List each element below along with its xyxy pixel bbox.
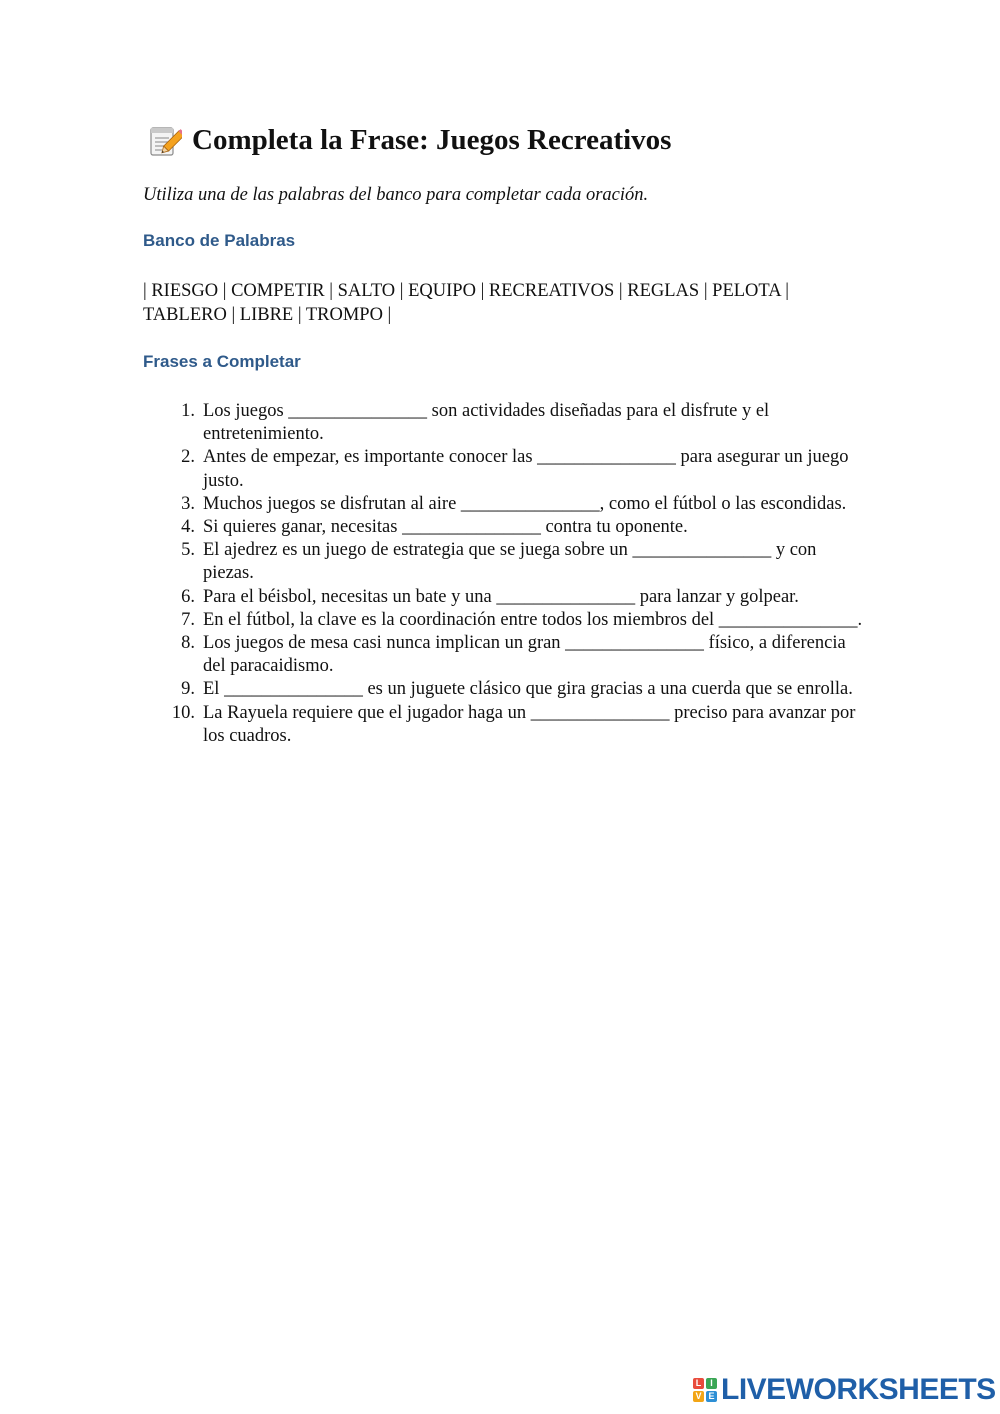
sentence-text: Muchos juegos se disfrutan al aire _______________, como el fútbol o las escondidas.: [203, 493, 847, 514]
list-item: [143, 609, 863, 632]
sentence-text: La Rayuela requiere que el jugador haga un _______________ preciso para avanzar por los cuadros.: [203, 702, 856, 746]
memo-pencil-icon: [148, 122, 182, 158]
item-number: 4.: [181, 517, 195, 538]
sentence-text: Para el béisbol, necesitas un bate y una _______________ para lanzar y golpear.: [203, 586, 799, 607]
item-number: 10.: [171, 702, 195, 723]
sentence-text: Antes de empezar, es importante conocer las _______________ para asegurar un juego justo.: [203, 447, 849, 491]
instructions: Utiliza una de las palabras del banco para completar cada oración.: [143, 185, 649, 205]
sentence-list: [143, 400, 863, 748]
brand-name: LIVEWORKSHEETS: [721, 1373, 996, 1406]
sentence-text: Los juegos _______________ son actividades diseñadas para el disfrute y el entretenimiento.: [203, 401, 770, 445]
item-number: 2.: [181, 447, 195, 468]
sentence-text: En el fútbol, la clave es la coordinación entre todos los miembros del _______________.: [203, 609, 863, 630]
word-bank-heading: Banco de Palabras: [143, 231, 296, 250]
liveworksheets-logo-icon: L I V E: [693, 1378, 717, 1402]
list-item: [143, 702, 863, 748]
item-number: 3.: [181, 493, 195, 514]
sentence-text: Los juegos de mesa casi nunca implican un gran _______________ físico, a diferencia del paracaidismo.: [203, 633, 846, 677]
list-item: [143, 539, 863, 585]
list-item: [143, 446, 863, 492]
list-item: [143, 400, 863, 446]
sentence-text: El _______________ es un juguete clásico que gira gracias a una cuerda que se enrolla.: [203, 679, 853, 700]
list-item: [143, 678, 863, 701]
item-number: 1.: [181, 401, 195, 421]
item-number: 7.: [181, 609, 195, 630]
list-item: [143, 586, 863, 609]
liveworksheets-branding: [693, 1375, 996, 1405]
title-row: [148, 120, 671, 160]
item-number: 5.: [181, 540, 195, 561]
item-number: 6.: [181, 586, 195, 607]
list-item: [143, 516, 863, 539]
sentence-text: Si quieres ganar, necesitas _______________ contra tu oponente.: [203, 517, 688, 538]
page-title: Completa la Frase: Juegos Recreativos: [192, 124, 672, 156]
word-bank: | RIESGO | COMPETIR | SALTO | EQUIPO | RECREATIVOS | REGLAS | PELOTA | TABLERO | LIBRE | TROMPO |: [143, 281, 789, 325]
item-number: 8.: [181, 633, 195, 654]
list-item: [143, 632, 863, 678]
list-item: [143, 493, 863, 516]
sentence-text: El ajedrez es un juego de estrategia que se juega sobre un _______________ y con piezas.: [203, 540, 817, 584]
sentences-heading: Frases a Completar: [143, 352, 301, 371]
item-number: 9.: [181, 679, 195, 700]
